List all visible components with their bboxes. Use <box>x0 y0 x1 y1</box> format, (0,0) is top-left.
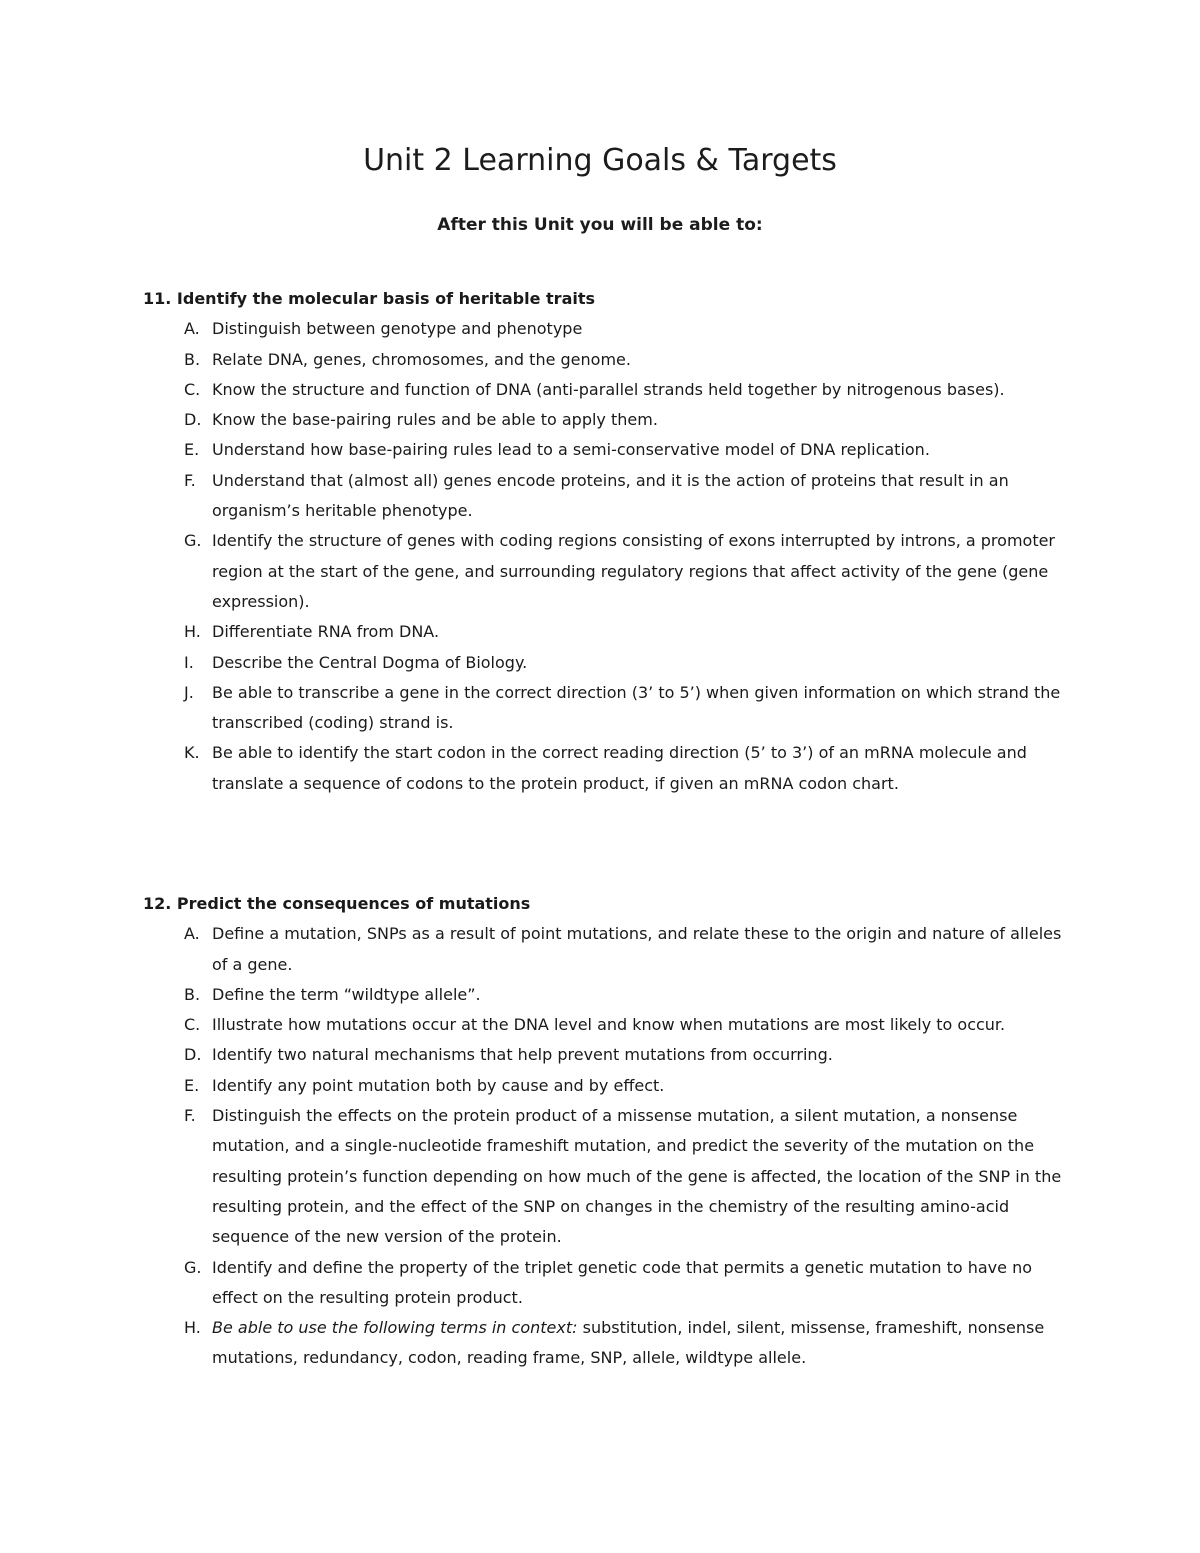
learning-target-list <box>143 919 1073 1373</box>
item-letter: A. <box>184 319 200 339</box>
item-letter: D. <box>184 410 202 430</box>
item-text: Identify the structure of genes with coding regions consisting of exons interrupted by introns, a promoter region at the start of the gene, and surrounding regulatory regions that affect activity of the gene (gene expression). <box>212 531 1056 611</box>
item-italic-prefix: Be able to use the following terms in context: <box>212 1318 578 1338</box>
learning-target-item <box>143 1313 1073 1374</box>
learning-target-item <box>143 678 1073 739</box>
learning-target-item <box>143 1101 1073 1252</box>
item-letter: B. <box>184 349 201 369</box>
item-text-remainder: substitution, indel, silent, missense, frameshift, nonsense mutations, redundancy, codon, reading frame, SNP, allele, wildtype allele. <box>212 1318 1045 1368</box>
item-letter: H. <box>184 1318 201 1338</box>
item-letter: F. <box>184 470 196 490</box>
item-letter: C. <box>184 1015 201 1035</box>
item-text: Identify any point mutation both by cause and by effect. <box>212 1075 665 1095</box>
item-text: Define the term “wildtype allele”. <box>212 984 481 1004</box>
learning-target-item <box>143 648 1073 678</box>
learning-target-item <box>143 919 1073 980</box>
item-text: Know the structure and function of DNA (anti-parallel strands held together by nitrogenous bases). <box>212 379 1005 399</box>
item-text: Distinguish the effects on the protein product of a missense mutation, a silent mutation, a nonsense mutation, and a single-nucleotide frameshift mutation, and predict the severity of the mutation on the resulting protein’s function depending on how much of the gene is affected, the location of the SNP in the resulting protein, and the effect of the SNP on changes in the chemistry of the resulting amino-acid sequence of the new version of the protein. <box>212 1106 1062 1247</box>
item-letter: F. <box>184 1106 196 1126</box>
item-text: Differentiate RNA from DNA. <box>212 622 440 642</box>
item-text: Understand that (almost all) genes encode proteins, and it is the action of proteins that result in an organism’s heritable phenotype. <box>212 470 1009 521</box>
learning-target-item <box>143 617 1073 647</box>
learning-target-item <box>143 1253 1073 1314</box>
item-letter: I. <box>184 652 194 672</box>
learning-target-item <box>143 345 1073 375</box>
item-letter: E. <box>184 440 200 460</box>
learning-target-item <box>143 375 1073 405</box>
page-title: Unit 2 Learning Goals & Targets <box>363 143 837 178</box>
item-letter: G. <box>184 1257 202 1277</box>
learning-target-item <box>143 980 1073 1010</box>
item-letter: A. <box>184 924 200 944</box>
item-letter: B. <box>184 984 201 1004</box>
learning-target-item <box>143 1071 1073 1101</box>
learning-target-item <box>143 435 1073 465</box>
item-letter: J. <box>184 682 194 702</box>
item-text: Distinguish between genotype and phenotype <box>212 319 583 339</box>
item-letter: G. <box>184 531 202 551</box>
item-letter: C. <box>184 379 201 399</box>
learning-target-item <box>143 466 1073 527</box>
item-text: Identify two natural mechanisms that help prevent mutations from occurring. <box>212 1045 833 1065</box>
item-text: Relate DNA, genes, chromosomes, and the genome. <box>212 349 631 369</box>
item-letter: K. <box>184 743 200 763</box>
page-subtitle: After this Unit you will be able to: <box>437 215 763 235</box>
item-text: Know the base-pairing rules and be able to apply them. <box>212 410 658 430</box>
item-text: Be able to transcribe a gene in the correct direction (3’ to 5’) when given information on which strand the transcribed (coding) strand is. <box>212 682 1061 733</box>
item-text: Describe the Central Dogma of Biology. <box>212 652 528 672</box>
section-heading: 11. Identify the molecular basis of heritable traits <box>143 289 596 308</box>
item-text: Be able to identify the start codon in the correct reading direction (5’ to 3’) of an mRNA molecule and translate a sequence of codons to the protein product, if given an mRNA codon chart. <box>212 743 1027 793</box>
learning-target-item <box>143 314 1073 344</box>
item-text: Illustrate how mutations occur at the DNA level and know when mutations are most likely to occur. <box>212 1015 1006 1035</box>
learning-target-item <box>143 1010 1073 1040</box>
item-letter: D. <box>184 1045 202 1065</box>
learning-target-list <box>143 314 1073 799</box>
item-text: Define a mutation, SNPs as a result of point mutations, and relate these to the origin and nature of alleles of a gene. <box>212 924 1062 974</box>
learning-target-item <box>143 405 1073 435</box>
section-molecular-basis <box>143 284 1073 799</box>
section-heading: 12. Predict the consequences of mutations <box>143 894 531 913</box>
item-letter: H. <box>184 622 201 642</box>
item-text: Identify and define the property of the triplet genetic code that permits a genetic mutation to have no effect on the resulting protein product. <box>212 1257 1032 1307</box>
learning-target-item <box>143 1040 1073 1070</box>
item-text <box>212 1313 1073 1374</box>
learning-target-item <box>143 526 1073 617</box>
item-text: Understand how base-pairing rules lead to a semi-conservative model of DNA replication. <box>212 440 930 460</box>
section-mutations <box>143 889 1073 1374</box>
item-letter: E. <box>184 1075 200 1095</box>
learning-target-item <box>143 738 1073 799</box>
